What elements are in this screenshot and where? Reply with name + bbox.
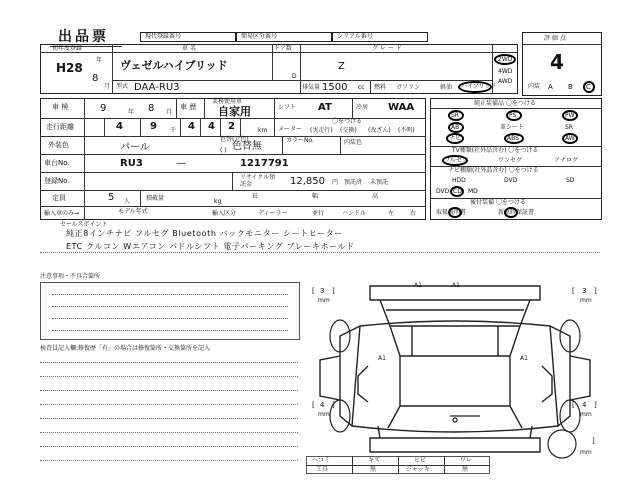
drive-2wd: 2WD xyxy=(498,56,513,63)
mileage-digit-5: 2 xyxy=(228,121,235,132)
fuel-gas: ガソリン xyxy=(396,84,421,91)
tire-spare-bracket: ] xyxy=(592,437,595,445)
ac-value: WAA xyxy=(388,102,415,113)
insp-line-4 xyxy=(40,404,298,405)
mil-d6 xyxy=(240,118,241,136)
tire-lb-bracket: [ xyxy=(312,401,315,409)
colorno-label: カラーNo. xyxy=(286,137,314,144)
colorno-div xyxy=(282,136,283,154)
door-unit: D xyxy=(292,73,297,80)
color-code-label: 色替(元色) xyxy=(220,136,249,143)
meter-div xyxy=(274,118,275,136)
selling-label: セールスポイント xyxy=(60,221,108,228)
navi-dvd: DVD xyxy=(504,177,518,184)
mileage-digit-4: 4 xyxy=(208,121,215,132)
legend-break: ワレ xyxy=(460,457,473,464)
meter-opt-4: (不明) xyxy=(398,127,415,134)
disp-div xyxy=(300,80,301,94)
insp-line-5 xyxy=(40,418,298,419)
legend-d1 xyxy=(352,456,353,474)
extra-manual: 取扱説明書 xyxy=(436,209,467,216)
score-divider xyxy=(522,44,602,45)
eq-ab: AB xyxy=(451,124,460,131)
insp-line-1 xyxy=(40,362,298,363)
insp-line-8 xyxy=(40,460,298,461)
import-model-label: モデル年式 xyxy=(118,208,148,215)
interior-a: A xyxy=(548,83,553,91)
insp-line-2 xyxy=(40,376,298,377)
mileage-thousand: 千 xyxy=(170,127,177,134)
legend-tool-none: 無 xyxy=(370,466,377,473)
tire-rt-value: 3 xyxy=(582,287,587,295)
tv-oneseg: ワンセグ xyxy=(498,157,523,164)
tire-lb-unit: mm xyxy=(318,411,330,418)
vehicle-head-line xyxy=(40,52,518,53)
chassis-number: 1217791 xyxy=(240,158,289,169)
meter-note: 〇をつける xyxy=(332,118,363,125)
tire-lt-bracket: [ xyxy=(312,287,315,295)
ac-label: 冷房 xyxy=(356,104,369,111)
damage-mark-right: A1 xyxy=(520,355,528,362)
row-line-1 xyxy=(40,118,426,119)
dvd-md: MD xyxy=(468,188,478,195)
insp-line-3 xyxy=(40,390,298,391)
tire-lb-close: ] xyxy=(332,401,335,409)
color-name: パール xyxy=(120,142,150,153)
year-label: 初年度登録 xyxy=(52,45,83,52)
interior-label: 内装 xyxy=(528,83,541,90)
meter-opt-2: (交換) xyxy=(340,127,357,134)
fuel-div xyxy=(370,80,371,94)
legend-d2 xyxy=(398,456,399,474)
recycle-status1: 預託済 xyxy=(344,179,363,186)
eq-navi: ナビ xyxy=(449,135,462,142)
mil-d4 xyxy=(200,118,201,136)
vehicle-div3 xyxy=(300,44,301,80)
damage-mark-front: A1 xyxy=(414,282,422,289)
vehicle-mid-line xyxy=(112,80,492,81)
equipment-title: 純正装備品 〇をつける xyxy=(474,100,536,107)
legend-jack: ジャッキ xyxy=(406,466,430,473)
dim-width: 幅 xyxy=(312,193,319,200)
row-line-3 xyxy=(40,154,426,155)
shift-div xyxy=(274,98,275,118)
tire-rb-value: 4 xyxy=(582,401,587,409)
interior-c: C xyxy=(586,83,591,91)
stub-registration-label: 現代登録番号 xyxy=(145,33,182,40)
dvd-cd: CD xyxy=(453,188,462,195)
use-value: 自家用 xyxy=(218,105,251,118)
navi-hdd: HDD xyxy=(452,177,466,184)
mileage-unit: km xyxy=(258,127,268,134)
insp-line-7 xyxy=(40,446,298,447)
use-div2 xyxy=(204,98,205,118)
legend-jack-none: 無 xyxy=(462,466,469,473)
notes-line-4 xyxy=(52,330,288,331)
chassis-model: RU3 xyxy=(120,158,143,169)
import-dealer: ディーラー xyxy=(258,210,288,217)
capacity-label: 定員 xyxy=(52,194,66,202)
damage-mark-front-r: A1 xyxy=(452,282,460,289)
name-label: 車 名 xyxy=(182,45,196,52)
fuel-label: 燃料 xyxy=(374,84,387,91)
type-label: 型式 xyxy=(116,83,129,90)
inspection-label: 車 検 xyxy=(52,103,69,111)
mileage-label: 走行距離 xyxy=(46,123,74,131)
chassis-label: 車台No. xyxy=(44,159,70,167)
grade-value: Z xyxy=(338,61,345,72)
selling-line-1: 純正8インチナビ フルセグ Bluetooth バックモニター シートヒーター xyxy=(66,229,343,238)
recycle-div xyxy=(232,172,233,190)
import-label: 輸入車のみ→ xyxy=(44,210,80,217)
ac-div xyxy=(352,98,353,118)
type-value: DAA-RU3 xyxy=(134,82,180,93)
color-label: 外装色 xyxy=(48,141,69,149)
legend-dent: ヘコミ xyxy=(312,457,331,464)
meter-opt-1: (実走行) xyxy=(310,127,333,134)
import-handle: ハンドル xyxy=(342,210,367,217)
use-label: 車 歴 xyxy=(180,103,197,111)
legend-crack: ヒビ xyxy=(414,457,427,464)
import-left: 左 xyxy=(388,210,395,217)
mileage-digit-2: 9 xyxy=(150,121,157,132)
car-damage-diagram xyxy=(300,266,610,462)
import-class-label: 輸入区分 xyxy=(212,210,237,217)
tire-lb-value: 4 xyxy=(320,401,325,409)
year-value: H28 xyxy=(56,61,83,75)
interior-b: B xyxy=(568,83,573,91)
color-change: 色替無 xyxy=(232,141,262,152)
load-unit: kg xyxy=(214,198,222,205)
inspector-title: 検査員記入欄:修復歴「有」の場合は修復箇所・交換箇所を記入 xyxy=(40,345,211,352)
tire-lt-value: 3 xyxy=(320,287,325,295)
tv-analog: アナログ xyxy=(554,157,579,164)
fuel-diesel: 軽油 xyxy=(440,84,453,91)
recycle-label: リサイクル預託金 xyxy=(240,174,276,188)
extra-title: 後付装備 〇をつける xyxy=(470,199,526,206)
eq-aw: AW xyxy=(565,135,575,142)
navi-sd: SD xyxy=(566,177,575,184)
mil-d5 xyxy=(220,118,221,136)
recycle-status2: 未預託 xyxy=(370,179,389,186)
tire-rt-bracket: [ xyxy=(572,287,575,295)
reg-month: 8 xyxy=(92,73,99,84)
score-label: 評 価 点 xyxy=(544,35,566,42)
color-paren: ( ) xyxy=(220,147,227,154)
score-value: 4 xyxy=(550,50,564,74)
tv-title: TV種類(社外品含む) 〇をつける xyxy=(452,147,539,154)
mileage-digit-3: 4 xyxy=(188,121,195,132)
capacity-value: 5 xyxy=(108,192,115,203)
drive-awd: AWD xyxy=(498,78,513,85)
shift-label: シフト xyxy=(278,104,297,111)
reg-month-unit: 月 xyxy=(104,83,111,90)
meter-label: メーター xyxy=(278,126,303,133)
eq-sr-2: SR xyxy=(565,124,573,131)
eq-line-0 xyxy=(430,108,602,109)
row-line-4 xyxy=(40,172,426,173)
inspection-month: 8 xyxy=(148,103,155,114)
notes-box xyxy=(40,282,300,340)
tire-rt-close: ] xyxy=(594,287,597,295)
legend-scratch: キズ xyxy=(368,457,380,464)
tire-rb-close: ] xyxy=(594,401,597,409)
disp-value: 1500 xyxy=(322,82,348,93)
eq-abs: ABS xyxy=(507,135,519,142)
damage-mark-left: A1 xyxy=(378,355,386,362)
eq-leather: 革シート xyxy=(500,124,525,131)
door-label: ドア数 xyxy=(274,45,292,52)
tire-rt-unit: mm xyxy=(580,297,592,304)
selling-rule xyxy=(40,252,600,253)
notes-line-2 xyxy=(52,306,288,307)
tire-rb-bracket: [ xyxy=(572,401,575,409)
disp-unit: cc xyxy=(358,84,365,91)
use-header: 業務使用車 xyxy=(212,98,243,105)
recycle-yen: 円 xyxy=(332,179,339,186)
dim-length: 長 xyxy=(252,193,259,200)
fuel-hybrid: ハイブリッド xyxy=(461,83,497,90)
dim-height: 高 xyxy=(372,193,379,200)
dvd-dvd: DVD xyxy=(436,188,450,195)
extra-warranty: 新車時保証書 xyxy=(498,209,535,216)
stub-serial-label: シリアル番号 xyxy=(337,33,373,40)
eq-sr-1: SR xyxy=(451,112,459,119)
mileage-digit-1: 4 xyxy=(116,121,123,132)
mil-d1 xyxy=(104,118,105,136)
insp-line-6 xyxy=(40,432,298,433)
tire-lt-close: ] xyxy=(332,287,335,295)
form-title: 出品票 xyxy=(58,29,109,45)
row-line-5 xyxy=(40,190,426,191)
shift-value: AT xyxy=(318,102,332,113)
vehicle-div2 xyxy=(272,44,273,80)
inspection-year: 9 xyxy=(100,103,107,114)
navi-title: ナビ種類(社外品含む) 〇をつける xyxy=(448,167,539,174)
legend-tool: 工具 xyxy=(316,466,329,473)
notes-line-1 xyxy=(52,294,288,295)
notes-title: 注意事項・不具合箇所 xyxy=(40,273,101,280)
drive-4wd: 4WD xyxy=(498,68,513,75)
mil-d3 xyxy=(180,118,181,136)
selling-line-2: ETC クルコン Wエアコン パドルシフト 電子パーキング ブレーキホールド xyxy=(66,242,355,251)
meter-opt-3: (改ざん) xyxy=(368,127,391,134)
tire-spare-unit: mm xyxy=(580,449,592,456)
capacity-unit: 人 xyxy=(124,198,131,205)
grade-label: グ レ ー ド xyxy=(372,45,402,52)
detail-label-col xyxy=(84,98,85,220)
import-parallel: 並行 xyxy=(312,210,325,217)
inspection-month-unit: 月 xyxy=(166,109,173,116)
tire-lt-unit: mm xyxy=(318,297,330,304)
tire-rb-unit: mm xyxy=(580,411,592,418)
intcolor-label: 内装色 xyxy=(344,139,363,146)
import-right: 右 xyxy=(410,210,417,217)
eq-pw: PW xyxy=(565,112,575,119)
notes-line-3 xyxy=(52,318,288,319)
load-div xyxy=(140,190,141,206)
eq-ps: PS xyxy=(509,112,517,119)
intcolor-div xyxy=(340,136,341,154)
row-line-6 xyxy=(40,206,426,207)
inspection-year-unit: 年 xyxy=(128,109,135,116)
recycle-amount: 12,850 xyxy=(290,176,325,187)
registration-label: 登録No. xyxy=(44,177,70,185)
load-label: 積載量 xyxy=(146,195,165,202)
legend-d3 xyxy=(444,456,445,474)
use-div xyxy=(176,98,177,118)
car-name: ヴェゼルハイブリッド xyxy=(120,59,228,72)
disp-label: 排気量 xyxy=(302,84,321,91)
mil-d2 xyxy=(140,118,141,136)
chassis-dash: — xyxy=(176,158,186,169)
tv-fullseg: フルセグ xyxy=(444,157,468,164)
stub-simple-label: 簡易区分番号 xyxy=(241,33,278,40)
year-unit: 年 xyxy=(96,57,103,64)
